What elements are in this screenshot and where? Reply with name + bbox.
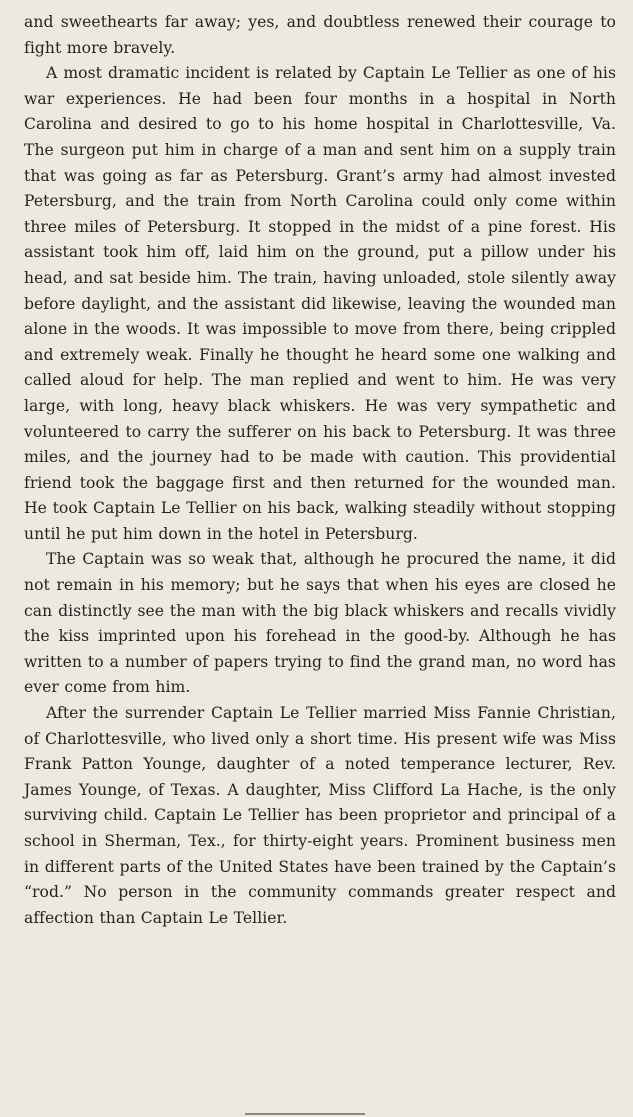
paragraph-4-family-school: After the surrender Captain Le Tellier married Miss Fannie Christian, of Charlottesville, who lived only a short time. His present wife was Miss Frank Patton Younge, daughter of a noted temperance lecturer, Rev. James Younge, of Texas. A daughter, Miss Clifford La Hache, is the only surviving child. Captain Le Tellier has been proprietor and principal of a school in Sherman, Tex., for thirty-eight years. Prominent business men in different parts of the United States have been trained by the Captain’s “rod.” No person in the community commands greater respect and affection than Captain Le Tellier.: [24, 704, 616, 927]
paragraph-2-hospital-incident: A most dramatic incident is related by Captain Le Tellier as one of his war experiences. He had been four months in a hospital in North Carolina and desired to go to his home hospital in Charlottesville, Va. The surgeon put him in charge of a man and sent him on a supply train that was going as far as Petersburg. Grant’s army had almost invested Petersburg, and the train from North Carolina could only come within three miles of Petersburg. It stopped in the midst of a pine forest. His assistant took him off, laid him on the ground, put a pillow under his head, and sat beside him. The train, having unloaded, stole silently away before daylight, and the assistant did likewise, leaving the wounded man alone in the woods. It was impossible to move from there, being crippled and extremely weak. Finally he thought he heard some one walking and called aloud for help. The man replied and went to him. He was very large, with long, heavy black whiskers. He was very sympathetic and volunteered to carry the sufferer on his back to Petersburg. It was three miles, and the journey had to be made with caution. This providential friend took the baggage first and then returned for the wounded man. He took Captain Le Tellier on his back, walking steadily without stopping until he put him down in the hotel in Petersburg.: [24, 64, 616, 543]
paragraph-1-continuation: and sweethearts far away; yes, and doubtless renewed their courage to fight more bravely.: [24, 13, 616, 57]
bottom-divider: [245, 1113, 365, 1115]
paragraph-3-memory: The Captain was so weak that, although he procured the name, it did not remain in his memory; but he says that when his eyes are closed he can distinctly see the man with the big black whiskers and recalls vividly the kiss imprinted upon his forehead in the good-by. Although he has written to a number of papers trying to find the grand man, no word has ever come from him.: [24, 550, 616, 697]
